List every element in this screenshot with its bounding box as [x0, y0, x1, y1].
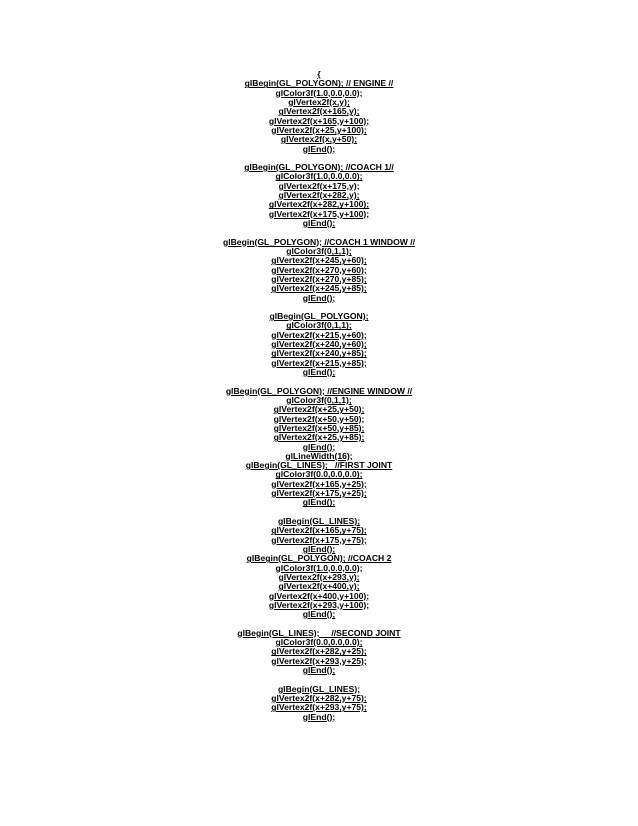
code-line: glVertex2f(x+240,y+85);: [271, 348, 367, 359]
code-line: glVertex2f(x+215,y+85);: [271, 357, 367, 368]
code-line: glVertex2f(x+293,y+100);: [268, 599, 370, 610]
code-line: glColor3f(0,1,1);: [286, 245, 352, 256]
code-line: glVertex2f(x+215,y+60);: [271, 329, 367, 340]
code-line: glVertex2f(x+282,y+75);: [271, 692, 367, 703]
code-line: glBegin(GL_LINES); //FIRST JOINT: [245, 460, 393, 471]
code-line: glEnd();: [302, 543, 336, 554]
code-listing: [0, 70, 638, 722]
code-line: glEnd();: [302, 665, 336, 675]
code-line: glEnd();: [302, 218, 336, 228]
code-line: glBegin(GL_POLYGON); //ENGINE WINDOW //: [225, 385, 413, 396]
code-line: glVertex2f(x,y);: [288, 96, 350, 107]
code-line: glVertex2f(x+165,y+25);: [271, 478, 367, 489]
code-line: glVertex2f(x+240,y+60);: [271, 339, 367, 350]
code-line: glVertex2f(x+293,y+25);: [271, 655, 367, 666]
code-line: glVertex2f(x+25,y+50);: [273, 404, 365, 415]
code-line: glColor3f(1.0,0.0,0.0);: [275, 562, 363, 573]
code-line: glBegin(GL_POLYGON); // ENGINE //: [244, 78, 394, 89]
code-line: glVertex2f(x+165,y+75);: [271, 525, 367, 536]
code-line: glBegin(GL_POLYGON); //COACH 2: [246, 553, 392, 564]
code-line: glVertex2f(x,y+50);: [280, 134, 358, 145]
code-line: glColor3f(0,1,1);: [286, 320, 352, 331]
code-line: glBegin(GL_LINES);: [277, 683, 361, 694]
code-line: glBegin(GL_POLYGON); //COACH 1//: [244, 162, 394, 173]
code-line: glEnd();: [302, 292, 336, 303]
code-line: glVertex2f(x+25,y+100);: [271, 124, 367, 135]
code-line: glColor3f(0.0,0.0,0.0);: [275, 469, 363, 480]
code-line: glVertex2f(x+165,y+100);: [268, 115, 370, 126]
code-line: glEnd();: [302, 711, 336, 722]
code-line: glEnd();: [302, 367, 336, 377]
code-line: glEnd();: [302, 497, 336, 508]
code-line: glVertex2f(x+282,y);: [278, 190, 360, 201]
code-line: glVertex2f(x+282,y+100);: [268, 199, 370, 210]
code-line: glVertex2f(x+165,y);: [278, 106, 360, 117]
code-line: glVertex2f(x+175,y);: [278, 180, 360, 191]
code-line: glBegin(GL_POLYGON); //COACH 1 WINDOW //: [222, 236, 416, 247]
code-line: glVertex2f(x+25,y+85);: [273, 432, 365, 443]
code-line: glLineWidth(16);: [285, 450, 353, 461]
code-line: glVertex2f(x+400,y+100);: [268, 590, 370, 601]
code-line: glVertex2f(x+270,y+60);: [271, 264, 367, 275]
code-line: glColor3f(1.0,0.0,0.0);: [275, 171, 363, 182]
code-line: glVertex2f(x+400,y);: [278, 581, 360, 592]
code-line: {: [317, 69, 321, 79]
code-line: glVertex2f(x+293,y+75);: [271, 702, 367, 713]
code-line: glVertex2f(x+293,y);: [278, 571, 360, 582]
code-line: glEnd();: [302, 609, 336, 620]
code-line: glColor3f(0.0,0.0,0.0);: [275, 637, 363, 648]
code-line: glVertex2f(x+175,y+75);: [271, 534, 367, 545]
code-line: glEnd();: [302, 143, 336, 154]
code-line: glVertex2f(x+245,y+85);: [271, 283, 367, 294]
code-line: glVertex2f(x+50,y+50);: [273, 413, 365, 424]
code-line: glVertex2f(x+282,y+25);: [271, 646, 367, 657]
code-line: glVertex2f(x+270,y+85);: [271, 273, 367, 284]
code-line: glVertex2f(x+175,y+100);: [268, 208, 370, 219]
code-line: glBegin(GL_LINES); //SECOND JOINT: [237, 627, 401, 638]
code-line: glColor3f(0,1,1);: [286, 394, 352, 405]
code-line: glBegin(GL_POLYGON);: [269, 311, 369, 322]
code-line: glBegin(GL_LINES);: [277, 516, 361, 526]
code-line: glColor3f(1.0,0.0,0.0);: [275, 87, 363, 98]
code-line: glVertex2f(x+175,y+25);: [271, 488, 367, 499]
code-line: glEnd();: [302, 441, 336, 452]
code-line: glVertex2f(x+245,y+60);: [271, 255, 367, 266]
code-line: glVertex2f(x+50,y+85);: [273, 422, 365, 433]
